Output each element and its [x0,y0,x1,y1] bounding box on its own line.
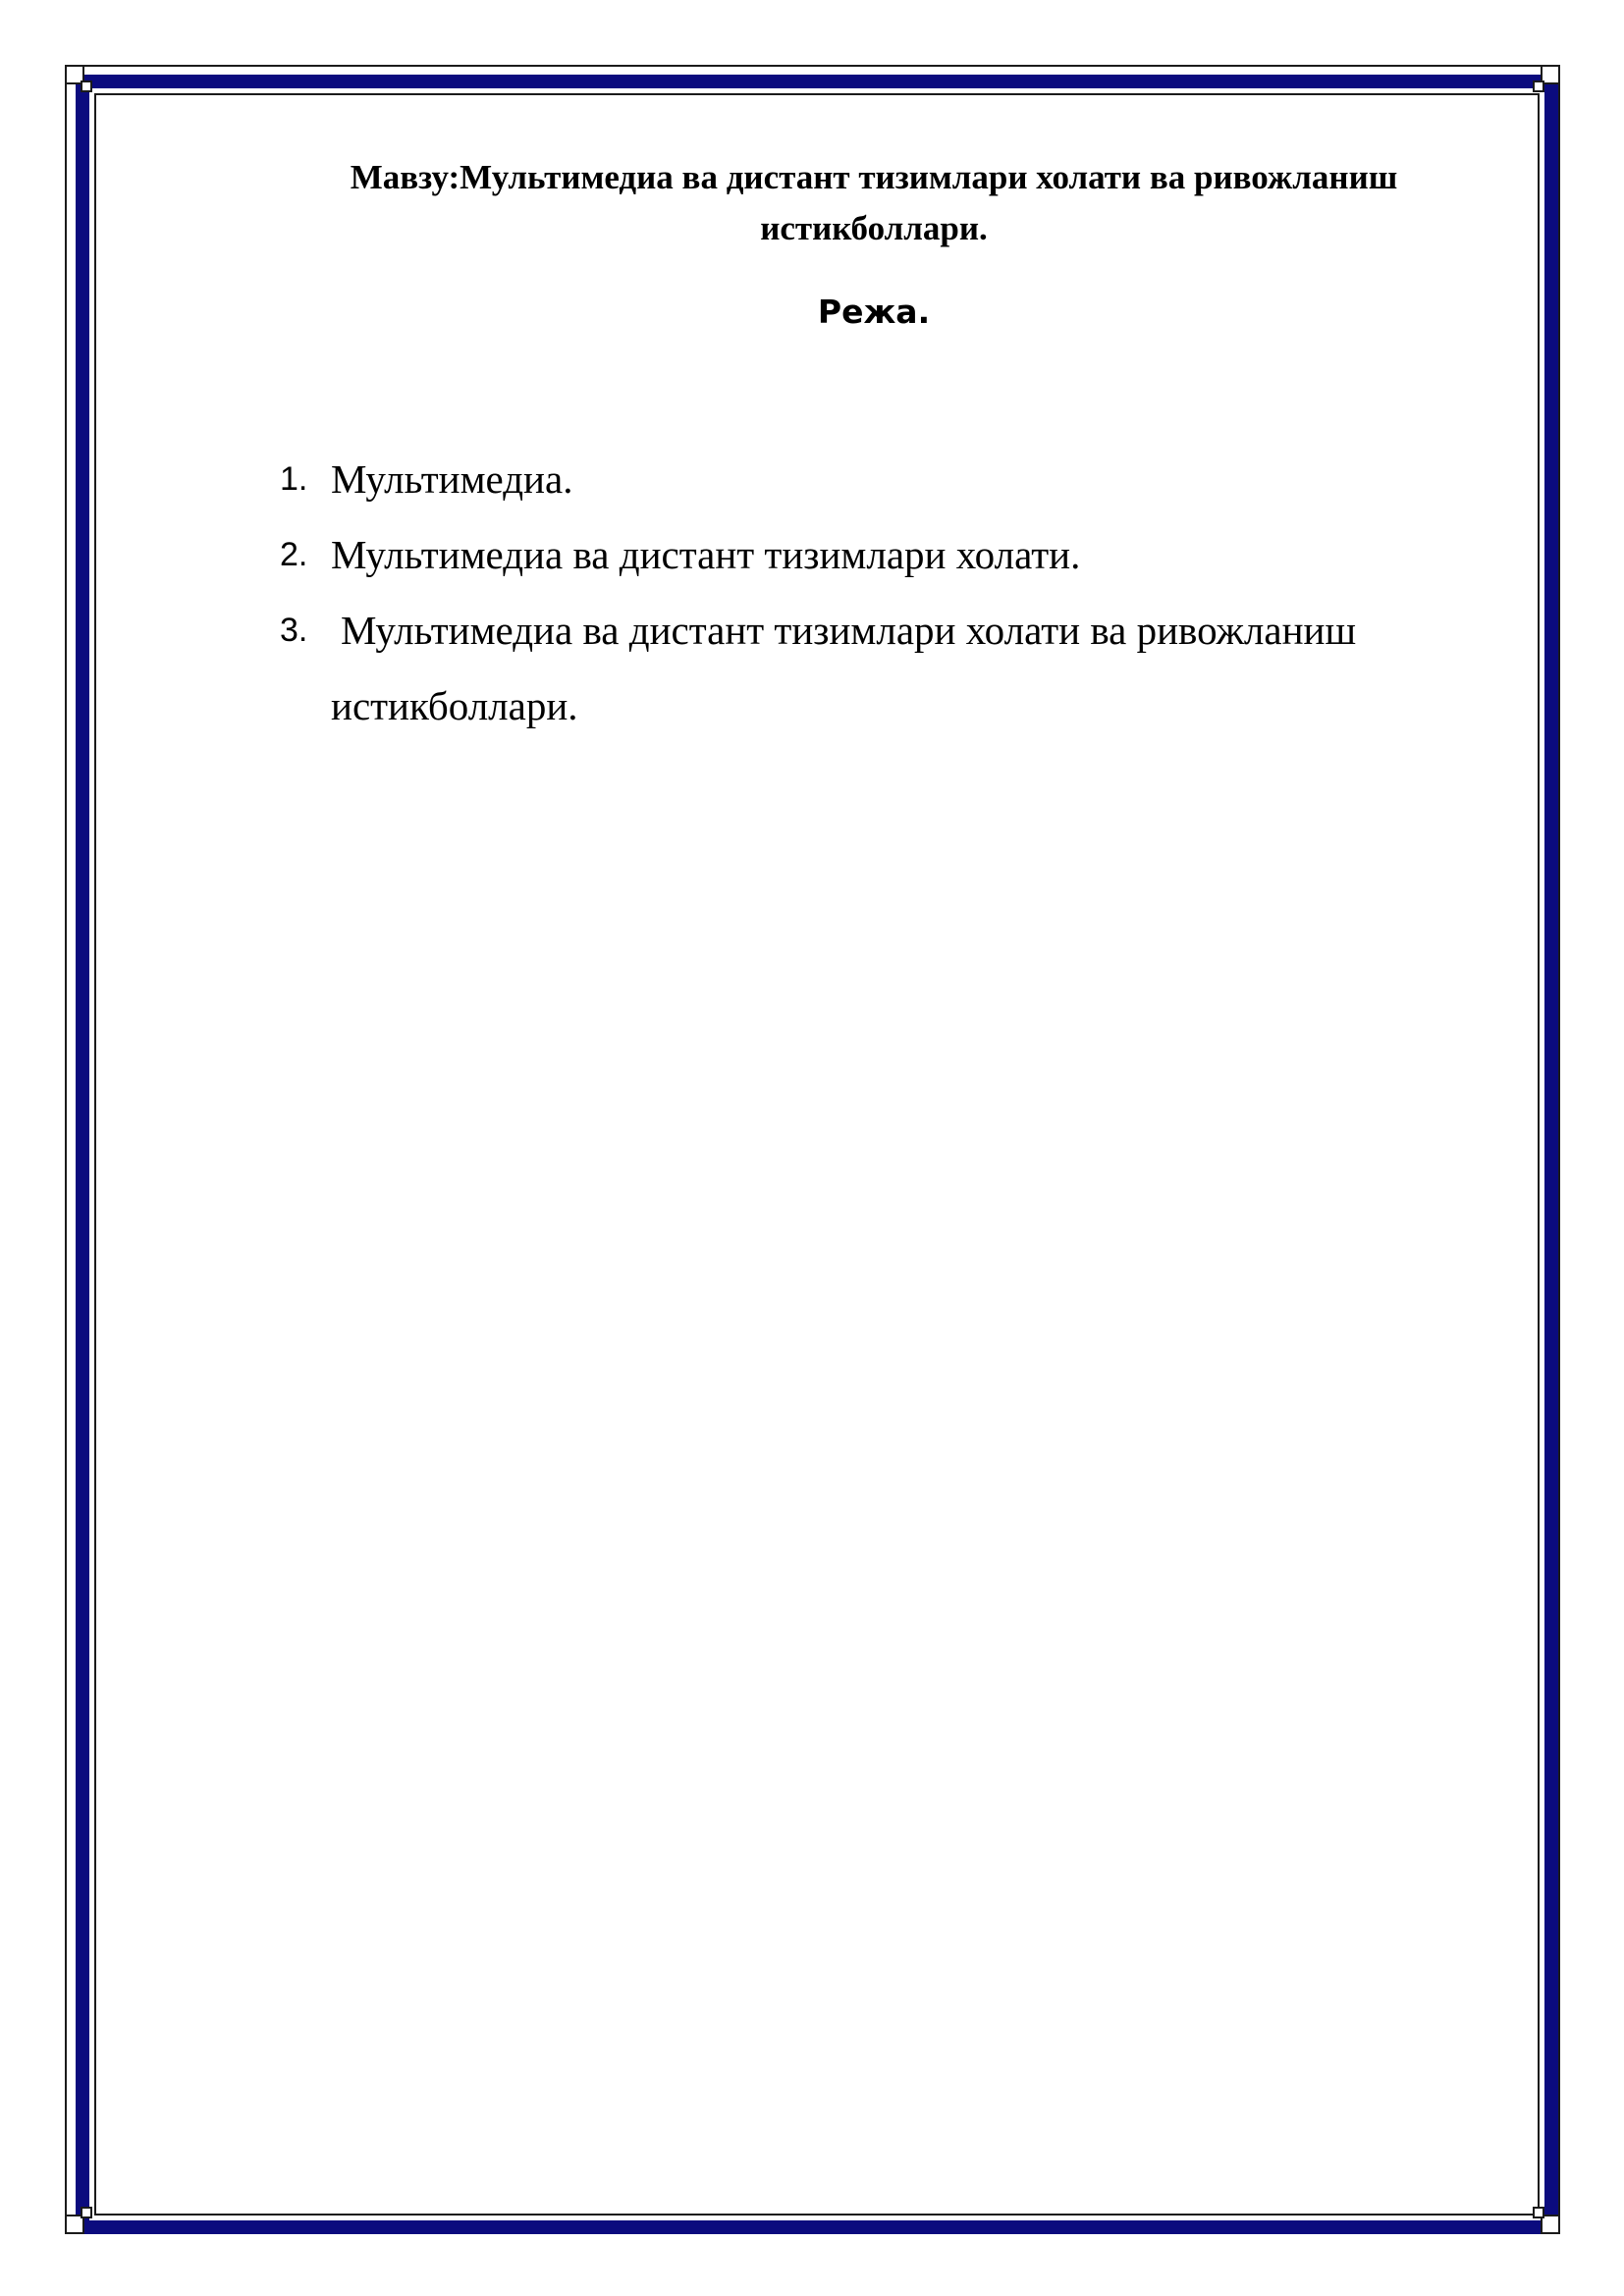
document-title: Мавзу:Мультимедиа ва дистант тизимлари холати ва ривожланиш истикболлари. [350,158,1398,247]
plan-item-text: Мультимедиа ва дистант тизимлари холати. [331,532,1081,577]
plan-item-number: 3. [280,612,308,649]
page-border-inner [94,93,1540,2216]
plan-item [280,442,1527,517]
plan-list [280,442,1527,744]
plan-item [280,517,1527,593]
plan-item-text: Мультимедиа. [331,456,573,502]
border-corner-top-left [65,65,100,100]
plan-item-text-continuation: истикболлари. [331,683,578,728]
plan-heading: Режа. [817,293,931,331]
border-corner-bottom-right [1525,2199,1560,2234]
plan-item [280,593,1527,744]
plan-item-number: 1. [280,460,308,498]
border-corner-bottom-left [65,2199,100,2234]
plan-item-text: Мультимедиа ва дистант тизимлари холати ва ривожланиш [341,608,1357,653]
border-corner-top-right [1525,65,1560,100]
plan-item-number: 2. [280,536,308,573]
